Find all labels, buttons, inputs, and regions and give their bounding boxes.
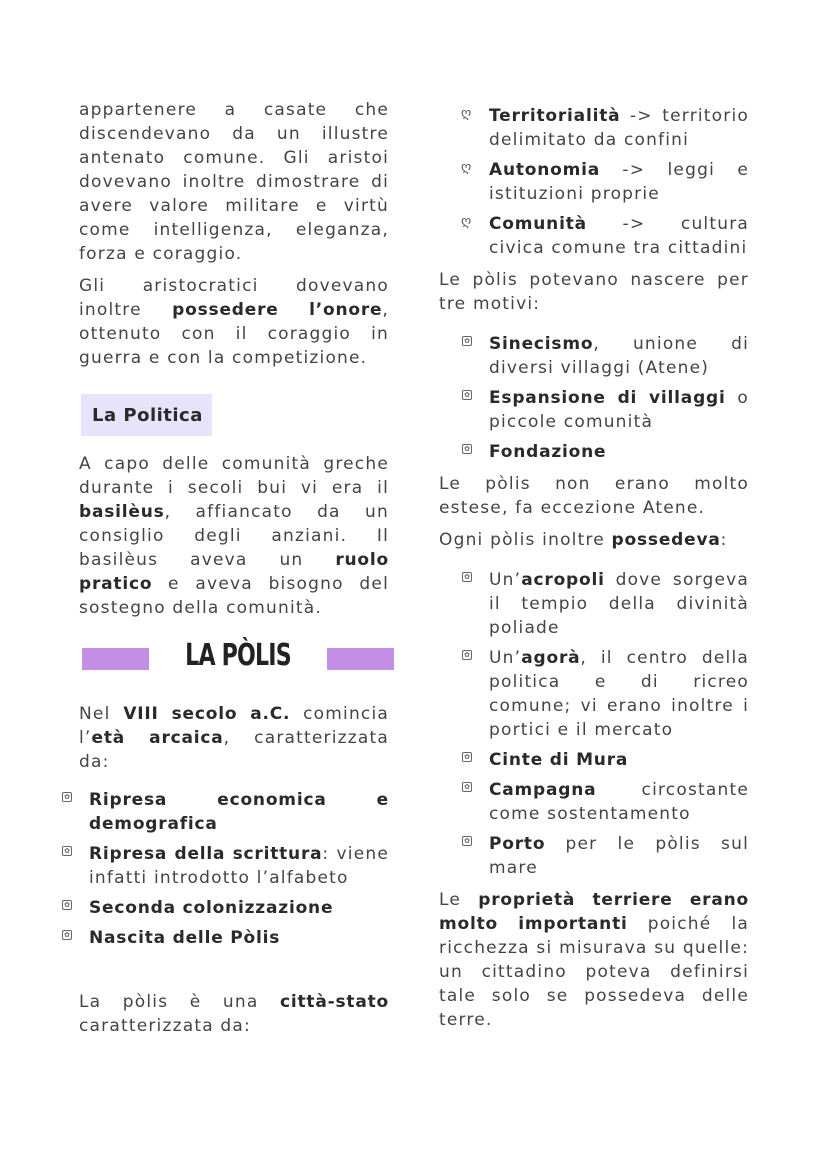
list-item: ✿ Un’acropoli dove sorgeva il tempio della divinità poliade bbox=[439, 568, 749, 640]
square-bullet-icon: ✿ bbox=[462, 336, 472, 346]
list-item: ✿ Un’agorà, il centro della politica e di ricreo comune; vi erano inoltre i portici e il mercato bbox=[439, 646, 749, 742]
square-bullet-icon: ✿ bbox=[462, 572, 472, 582]
list-possedimenti bbox=[439, 568, 749, 880]
paragraph-possedeva: Ogni pòlis inoltre possedeva: bbox=[439, 530, 728, 550]
square-bullet-icon: ✿ bbox=[462, 836, 472, 846]
list-item: ღ Territorialità -> territorio delimitato da confini bbox=[461, 106, 749, 150]
square-bullet-icon: ✿ bbox=[462, 752, 472, 762]
title-row bbox=[79, 640, 389, 680]
square-bullet-icon: ✿ bbox=[62, 900, 72, 910]
list-item: ღ Comunità -> cultura civica comune tra cittadini bbox=[461, 214, 749, 258]
paragraph-citta-stato: La pòlis è una città-stato caratterizzata da: bbox=[79, 992, 389, 1036]
spiral-bullet-icon: ღ bbox=[461, 214, 472, 229]
list-item: ✿ Porto per le pòlis sul mare bbox=[439, 832, 749, 880]
page-title: LA PÒLIS bbox=[185, 638, 291, 673]
list-caratteristiche bbox=[439, 104, 749, 260]
square-bullet-icon: ✿ bbox=[62, 930, 72, 940]
square-bullet-icon: ✿ bbox=[462, 650, 472, 660]
section-heading-politica: La Politica bbox=[81, 394, 212, 436]
list-item: ✿ Fondazione bbox=[439, 440, 749, 464]
paragraph-proprieta: Le proprietà terriere erano molto importanti poiché la ricchezza si misurava su quelle: un cittadino poteva definirsi tale solo se possedeva delle terre. bbox=[439, 890, 750, 1030]
square-bullet-icon: ✿ bbox=[462, 782, 472, 792]
paragraph-estese: Le pòlis non erano molto estese, fa eccezione Atene. bbox=[439, 474, 749, 518]
list-motivi bbox=[439, 332, 749, 464]
spiral-bullet-icon: ღ bbox=[461, 160, 472, 175]
square-bullet-icon: ✿ bbox=[462, 444, 472, 454]
list-item: ✿ Seconda colonizzazione bbox=[39, 896, 389, 920]
left-column bbox=[64, 98, 390, 1038]
square-bullet-icon: ✿ bbox=[462, 390, 472, 400]
list-item: ✿ Cinte di Mura bbox=[439, 748, 749, 772]
list-item: ✿ Nascita delle Pòlis bbox=[39, 926, 389, 950]
list-item: ✿ Espansione di villaggi o piccole comunità bbox=[439, 386, 749, 434]
list-item: ✿ Campagna circostante come sostentamento bbox=[439, 778, 749, 826]
square-bullet-icon: ✿ bbox=[62, 846, 72, 856]
list-item: ✿ Ripresa economica e demografica bbox=[39, 788, 389, 836]
list-item: ✿ Sinecismo, unione di diversi villaggi (Atene) bbox=[439, 332, 749, 380]
paragraph-onore: Gli aristocratici dovevano inoltre possedere l’onore, ottenuto con il coraggio in guerra e con la competizione. bbox=[79, 276, 389, 368]
paragraph-motivi: Le pòlis potevano nascere per tre motivi: bbox=[439, 270, 749, 314]
spiral-bullet-icon: ღ bbox=[461, 106, 472, 121]
list-item: ✿ Ripresa della scrittura: viene infatti introdotto l’alfabeto bbox=[39, 842, 389, 890]
paragraph-aristoi: appartenere a casate che discendevano da un illustre antenato comune. Gli aristoi dovevano inoltre dimostrare di avere valore militare e virtù come intelligenza, eleganza, forza e coraggio. bbox=[79, 100, 389, 264]
square-bullet-icon: ✿ bbox=[62, 792, 72, 802]
paragraph-basileus: A capo delle comunità greche durante i secoli bui vi era il basilèus, affiancato da un consiglio degli anziani. Il basilèus aveva un ruolo pratico e aveva bisogno del sostegno della comunità. bbox=[79, 454, 389, 618]
list-eta-arcaica bbox=[64, 788, 389, 950]
list-item: ღ Autonomia -> leggi e istituzioni proprie bbox=[461, 160, 749, 204]
paragraph-eta-arcaica: Nel VIII secolo a.C. comincia l’età arcaica, caratterizzata da: bbox=[79, 704, 390, 772]
right-column bbox=[439, 104, 749, 1032]
